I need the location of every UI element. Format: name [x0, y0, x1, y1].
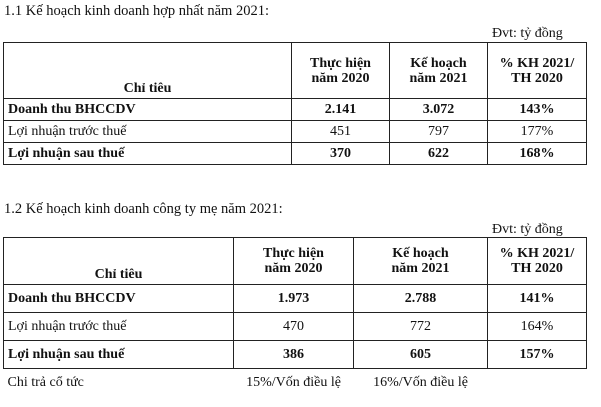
row-label: Lợi nhuận trước thuế [4, 313, 234, 341]
cell-pct: 143% [488, 99, 587, 121]
cell-actual: 1.973 [234, 285, 354, 313]
table-row [4, 99, 587, 121]
header-plan-2021: Kế hoạch năm 2021 [354, 238, 488, 285]
cell-actual: 15%/Vốn điều lệ [234, 369, 354, 397]
row-label: Lợi nhuận sau thuế [4, 143, 292, 165]
cell-plan: 605 [354, 341, 488, 369]
cell-plan: 622 [390, 143, 488, 165]
cell-pct: 164% [488, 313, 587, 341]
table-row [4, 369, 587, 397]
row-label: Doanh thu BHCCDV [4, 285, 234, 313]
table-row [4, 313, 587, 341]
header-indicator: Chỉ tiêu [4, 238, 234, 285]
cell-plan: 797 [390, 121, 488, 143]
cell-plan: 3.072 [390, 99, 488, 121]
table-row [4, 285, 587, 313]
row-label: Lợi nhuận sau thuế [4, 341, 234, 369]
row-label: Doanh thu BHCCDV [4, 99, 292, 121]
header-plan-2021: Kế hoạch năm 2021 [390, 43, 488, 99]
cell-pct: 177% [488, 121, 587, 143]
table-row [4, 341, 587, 369]
cell-plan: 2.788 [354, 285, 488, 313]
consolidated-plan-table [3, 42, 587, 165]
cell-pct: 157% [488, 341, 587, 369]
header-pct: % KH 2021/ TH 2020 [488, 238, 587, 285]
cell-pct [488, 369, 587, 397]
cell-plan: 772 [354, 313, 488, 341]
header-actual-2020: Thực hiện năm 2020 [292, 43, 390, 99]
cell-actual: 470 [234, 313, 354, 341]
cell-actual: 370 [292, 143, 390, 165]
section-2-unit: Đvt: tỷ đồng [492, 222, 563, 237]
cell-pct: 141% [488, 285, 587, 313]
table-row [4, 121, 587, 143]
cell-actual: 451 [292, 121, 390, 143]
section-1-title: 1.1 Kế hoạch kinh doanh hợp nhất năm 2021: [4, 3, 269, 19]
cell-plan: 16%/Vốn điều lệ [354, 369, 488, 397]
section-2-title: 1.2 Kế hoạch kinh doanh công ty mẹ năm 2021: [4, 201, 283, 217]
header-pct: % KH 2021/ TH 2020 [488, 43, 587, 99]
parent-company-plan-table [3, 237, 587, 396]
table-row [4, 143, 587, 165]
header-actual-2020: Thực hiện năm 2020 [234, 238, 354, 285]
section-1-unit: Đvt: tỷ đồng [492, 26, 563, 41]
cell-actual: 386 [234, 341, 354, 369]
header-indicator: Chỉ tiêu [4, 43, 292, 99]
row-label: Chi trả cổ tức [4, 369, 234, 397]
cell-actual: 2.141 [292, 99, 390, 121]
cell-pct: 168% [488, 143, 587, 165]
row-label: Lợi nhuận trước thuế [4, 121, 292, 143]
